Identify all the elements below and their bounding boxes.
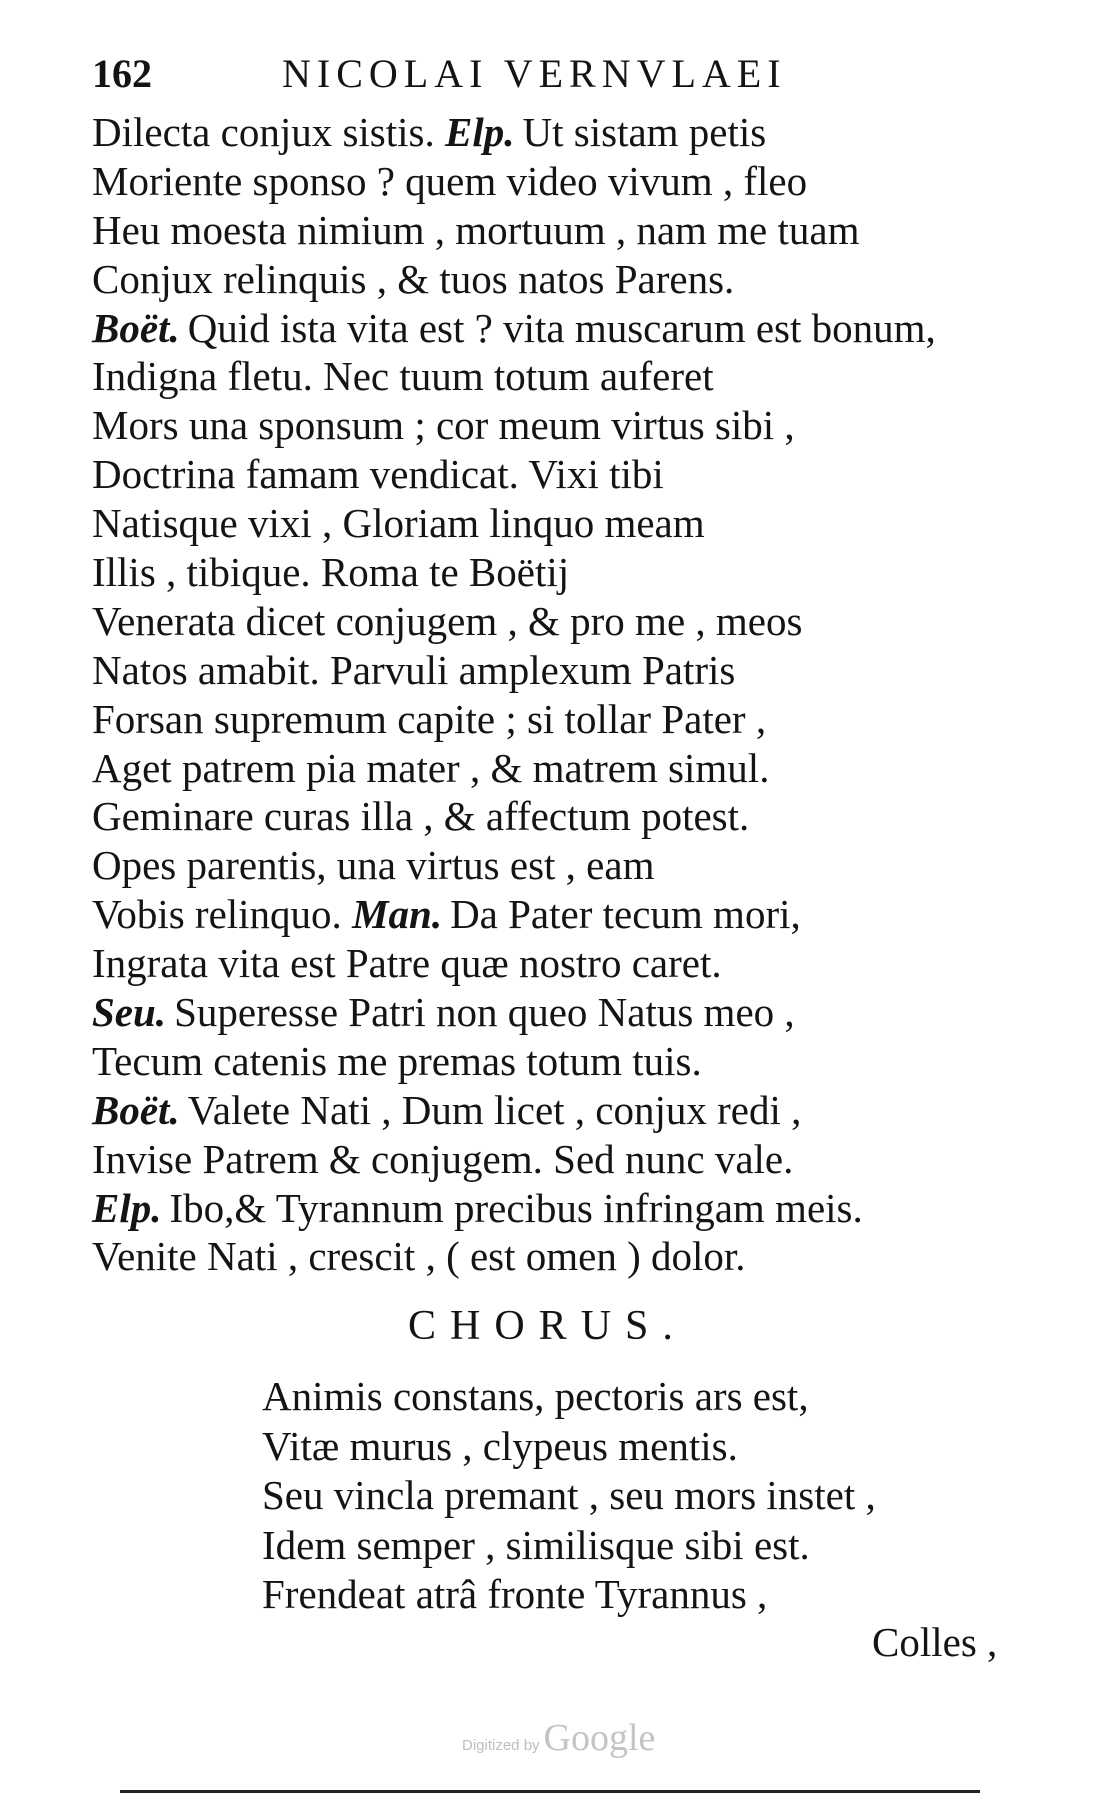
speaker-label: Elp. [445,109,515,155]
speaker-label: Man. [352,891,443,938]
verse-text: Mors una sponsum ; cor meum virtus sibi , [92,402,795,449]
chorus-line: Seu vincla premant , seu mors instet , [262,1472,876,1518]
verse-line [92,108,1022,157]
speaker-label: Boët. [92,1086,180,1133]
verse-line [92,401,1022,450]
verse-text: Dilecta conjux sistis. [92,109,435,155]
verse-line [92,988,1022,1037]
verse-line [92,1232,1022,1281]
chorus-line: Vitæ murus , clypeus mentis. [262,1422,738,1469]
verse-text: Ibo,& Tyrannum precibus infringam meis. [169,1184,863,1231]
verse-text: Venite Nati , crescit , ( est omen ) dolor. [92,1233,746,1280]
verse-line [92,255,1022,304]
verse-text: Geminare curas illa , & affectum potest. [92,793,750,840]
verse-line [92,304,1022,353]
chorus-heading: CHORUS. [408,1303,687,1349]
verse-text: Illis , tibique. Roma te Boëtij [92,549,570,596]
verse-line [92,1037,1022,1086]
verse-text: Aget patrem pia mater , & matrem simul. [92,744,770,791]
verse-line [92,646,1022,695]
verse-text: Valete Nati , Dum licet , conjux redi , [187,1086,802,1133]
verse-line [92,1135,1022,1184]
verse-line [92,499,1022,548]
chorus-block [262,1372,1022,1620]
verse-text: Indigna fletu. Nec tuum totum auferet [92,353,714,400]
verse-line [92,548,1022,597]
chorus-line: Frendeat atrâ fronte Tyrannus , [262,1571,768,1617]
verse-line [92,890,1022,939]
running-title: NICOLAI VERNVLAEI [282,51,787,96]
verse-line [92,352,1022,401]
verse-line [92,695,1022,744]
verse-line [92,157,1022,206]
bottom-rule [120,1790,980,1793]
speaker-label: Seu. [92,989,167,1036]
verse-line [92,841,1022,890]
chorus-line: Idem semper , similisque sibi est. [262,1521,810,1568]
verse-text: Heu moesta nimium , mortuum , nam me tuam [92,206,860,253]
verse-line [92,450,1022,499]
verse-text: Da Pater tecum mori, [450,891,801,938]
verse-line [92,1184,1022,1233]
verse-line [92,597,1022,646]
verse-line [92,206,1022,255]
verse-text: Forsan supremum capite ; si tollar Pater , [92,695,767,742]
digitized-watermark [462,1716,655,1760]
verse-text: Natos amabit. Parvuli amplexum Patris [92,646,736,693]
verse-line [92,744,1022,793]
verse-text: Invise Patrem & conjugem. Sed nunc vale. [92,1135,794,1182]
watermark-brand: Google [543,1717,656,1759]
page-number: 162 [92,51,152,96]
verse-block [92,108,1022,1281]
verse-text: Conjux relinquis , & tuos natos Parens. [92,255,735,302]
verse-line [92,939,1022,988]
verse-text: Quid ista vita est ? vita muscarum est bonum, [187,304,936,351]
verse-text: Ingrata vita est Patre quæ nostro caret. [92,940,722,987]
verse-text: Doctrina famam vendicat. Vixi tibi [92,451,664,498]
running-head [92,50,912,110]
verse-text: Moriente sponso ? quem video vivum , fleo [92,157,808,204]
verse-text: Opes parentis, una virtus est , eam [92,842,655,889]
chorus-line: Animis constans, pectoris ars est, [262,1373,809,1419]
verse-line [92,792,1022,841]
speaker-label: Elp. [92,1184,162,1231]
speaker-label: Boët. [92,304,180,351]
verse-line [92,1086,1022,1135]
watermark-prefix: Digitized by [462,1737,540,1754]
verse-text: Ut sistam petis [522,109,767,155]
verse-text: Tecum catenis me premas totum tuis. [92,1037,702,1084]
verse-text: Superesse Patri non queo Natus meo , [174,989,795,1036]
verse-text: Vobis relinquo. [92,891,342,938]
verse-text: Natisque vixi , Gloriam linquo meam [92,500,705,547]
catchword: Colles , [872,1619,998,1665]
verse-text: Venerata dicet conjugem , & pro me , meos [92,597,803,644]
